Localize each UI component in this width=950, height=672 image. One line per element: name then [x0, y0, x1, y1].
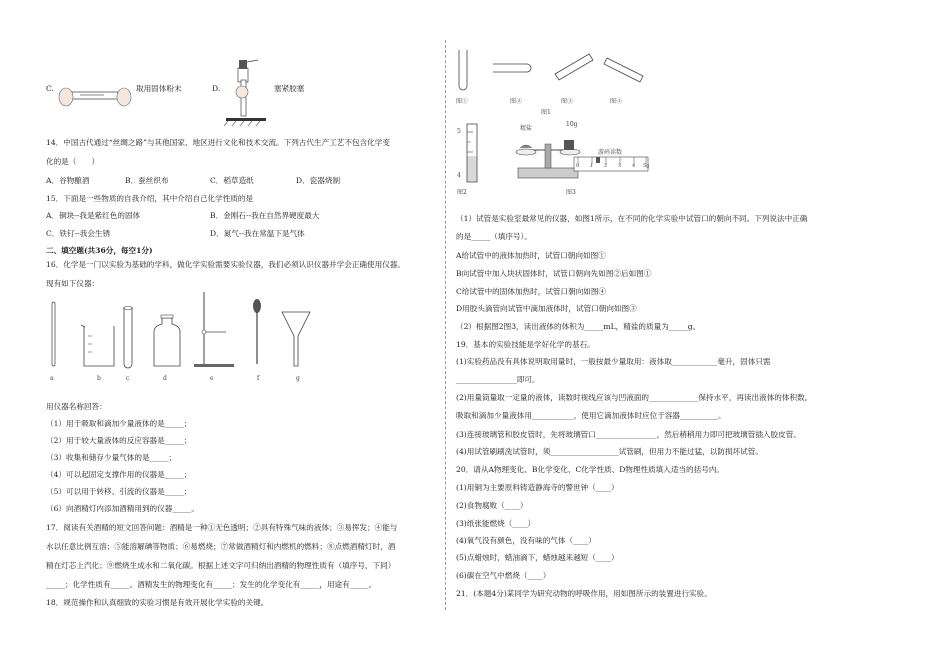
q19-3: (3)连接玻璃管和胶皮管时，先将玻璃管口________________，然后稍稍用力即可把玻璃管插入胶皮管。 — [456, 430, 801, 439]
q13-option-c-caption: 取用固体粉末 — [136, 84, 182, 93]
q17-line-4: _____；化学性质有_____。酒精发生的物理变化有_____；发生的化学变化有_____，用途有_____。 — [46, 580, 377, 589]
instrument-label-a: a — [50, 375, 54, 382]
q14-option-b: B．蚕丝织布 — [125, 176, 169, 185]
q20-item-5: (5)点蜡烛时，蜡油滴下，蜡烛越来越短（____） — [456, 553, 619, 562]
q18-option-a: A给试管中的液体加热时，试管口朝向如图① — [456, 251, 606, 260]
scale-tick-4: 4 — [632, 163, 636, 169]
fig-label-4: 图④ — [610, 98, 623, 105]
q18-option-c: C给试管中的固体加热时，试管口朝向如图④ — [456, 287, 607, 296]
q13-option-d-caption: 塞紧胶塞 — [274, 84, 305, 93]
test-tube-tilted-up-icon — [555, 54, 593, 80]
funnel-icon — [282, 312, 310, 366]
q15-option-a: A．铜块--我是紫红色的固体 — [46, 211, 141, 220]
q16-stem-line2: 现有如下仪器： — [46, 279, 100, 288]
gas-bottle-icon — [154, 318, 180, 366]
q18-1-line2: 的是_____（填序号）。 — [456, 232, 532, 241]
q20-item-3: (3)纸张能燃烧（____） — [456, 519, 536, 528]
q16-item-2: （2）用于较大量液体的反应容器是_____； — [46, 436, 192, 445]
test-tube-tilted-down-icon — [604, 58, 643, 82]
cylinder-tick-4: 4 — [457, 172, 461, 179]
dropper-icon — [253, 299, 261, 364]
q16-item-3: （3）收集和储存少量气体的是_____； — [46, 453, 177, 462]
q18-option-b: B向试管中加入块状固体时，试管口朝向先如图②后如图① — [456, 269, 652, 278]
fig-label-3: 图③ — [561, 98, 574, 105]
column-divider — [445, 40, 446, 610]
balance-label-rider: 游码读数 — [598, 149, 623, 156]
q18-1-line1: （1）试管是实验室最常见的仪器，如图1所示，在不同的化学实验中试管口的朝向不同。下列说法中正确 — [456, 214, 808, 223]
scale-tick-1: 1 — [590, 163, 594, 169]
balance-label-salt: 精盐 — [520, 125, 533, 132]
q15-option-c: C．铁钉--我会生锈 — [46, 229, 111, 238]
q17-line-1: 17．阅读有关酒精的短文回答问题：酒精是一种①无色透明；②具有特殊气味的液体；③易挥发；④能与 — [46, 523, 398, 532]
q19-1-line1: (1)实验药品没有具体说明取用量时，一般按最少量取用：液体取____________毫升，固体只需 — [456, 357, 771, 366]
q19-2-line1: (2)用量筒量取一定量的液体，读数时视线应该与凹液面的_____________保持水平，再读出液体的体积数。 — [456, 393, 813, 402]
instrument-label-g: g — [296, 375, 300, 382]
instrument-label-d: d — [163, 375, 167, 382]
q13-option-d-image — [222, 52, 272, 127]
q13-option-c-label: C. — [46, 84, 54, 93]
q16-item-4: （4）可以起固定支撑作用的仪器是_____； — [46, 470, 192, 479]
q15-stem: 15．下面是一些物质的自我介绍，其中介绍自己化学性质的是 — [46, 194, 254, 203]
scale-tick-5: 5g — [643, 163, 650, 169]
test-tube-upright-icon — [459, 50, 467, 90]
q17-line-3: 精在灯芯上汽化；⑨燃烧生成水和二氧化碳。根据上述文字可归纳出酒精的物理性质有（填序号，下同） — [46, 561, 396, 570]
q14-option-d: D．瓷器烧制 — [296, 176, 341, 185]
q15-option-d: D．氮气--我在常温下是气体 — [210, 229, 305, 238]
q18-option-d: D用胶头滴管向试管中滴加液体时，试管口朝向如图③ — [456, 304, 637, 313]
q20-item-1: (1)用铜为主要原料铸造静海寺的警世钟（____） — [456, 483, 619, 492]
q19-2-line2: 吸取和滴加少量液体用___________，使用它滴加液体时应位于容器__________。 — [456, 411, 726, 420]
scale-tick-0: 0 — [576, 163, 580, 169]
q13-option-c-image — [60, 80, 130, 115]
balance-label-10g: 10g — [566, 121, 578, 128]
figure-3-caption: 图3 — [566, 189, 576, 196]
q18-stem: 18．规范操作和认真细致的实验习惯是有效开展化学实验的关键。 — [46, 598, 269, 607]
test-tube-icon — [124, 308, 132, 368]
instrument-label-f: f — [257, 375, 260, 382]
q16-item-6: （6）向酒精灯内添加酒精用到的仪器_____。 — [46, 504, 199, 513]
rider-scale — [572, 155, 652, 175]
q16-item-1: （1）用于吸取和滴加少量液体的是_____； — [46, 419, 192, 428]
instrument-label-b: b — [97, 375, 101, 382]
q14-option-c: C．稻草造纸 — [210, 176, 254, 185]
q21-stem: 21．(本题4分)某同学为研究动物的呼吸作用，用如图所示的装置进行实验。 — [456, 589, 712, 598]
test-tube-horizontal-icon — [493, 64, 531, 72]
q17-line-2: 水以任意比例互溶；⑤能溶解碘等物质；⑥易燃烧；⑦常做酒精灯和内燃机的燃料；⑧点燃酒精灯时，酒 — [46, 542, 396, 551]
figure-2-caption: 图2 — [457, 189, 467, 196]
q18-2: （2）根据图2图3，读出液体的体积为_____mL，精盐的质量为_____g。 — [456, 322, 701, 331]
section-title: 二、填空题(共36分，每空1分) — [46, 246, 153, 255]
q16-prompt: 用仪器名称回答： — [46, 402, 107, 411]
fig-label-2: 图② — [510, 98, 523, 105]
q14-option-a: A．谷物酿酒 — [46, 176, 90, 185]
q20-stem: 20．请从A物理变化、B化学变化、C化学性质、D物理性质填入适当的括号内。 — [456, 465, 725, 474]
instrument-label-c: c — [126, 375, 130, 382]
q19-1-line2: ________________即可。 — [456, 375, 540, 384]
figure-2-cylinder — [457, 122, 487, 187]
q19-stem: 19．基本的实验技能是学好化学的基石。 — [456, 340, 595, 349]
q20-item-2: (2)食物腐败（____） — [456, 501, 528, 510]
glass-rod-icon — [52, 302, 55, 366]
q16-stem-line1: 16．化学是一门以实验为基础的学科，做化学实验需要实验仪器，我们必须认识仪器并学会正确使用仪器。 — [46, 260, 405, 269]
q16-item-5: （5）可以用于转移、引流的仪器是_____； — [46, 487, 192, 496]
q15-option-b: B．金刚石--我在自然界硬度最大 — [210, 211, 320, 220]
iron-stand-icon — [194, 292, 234, 367]
scale-tick-2: 2 — [604, 163, 608, 169]
fig-label-1: 图① — [456, 98, 469, 105]
q20-item-6: (6)碳在空气中燃烧（____） — [456, 571, 551, 580]
figure-1-caption: 图1 — [541, 109, 551, 116]
q14-stem-line1: 14．中国古代通过“丝绸之路”与其他国家、地区进行文化和技术交流。下列古代生产工艺不包含化学变 — [46, 138, 390, 147]
cylinder-tick-5: 5 — [457, 128, 461, 135]
beaker-icon — [81, 325, 114, 366]
q19-4: (4)用试管刷刷洗试管时，须__________________试管刷，但用力不能过猛，以防损坏试管。 — [456, 447, 763, 456]
q14-stem-line2: 化的是（ ） — [46, 157, 100, 166]
instrument-label-e: e — [210, 375, 214, 382]
figure-1-test-tubes — [455, 48, 665, 98]
instruments-figure — [44, 292, 344, 382]
q20-item-4: (4)氧气没有颜色，没有味的气体（____） — [456, 536, 596, 545]
scale-tick-3: 3 — [618, 163, 622, 169]
q13-option-d-letter: D. — [212, 84, 221, 93]
